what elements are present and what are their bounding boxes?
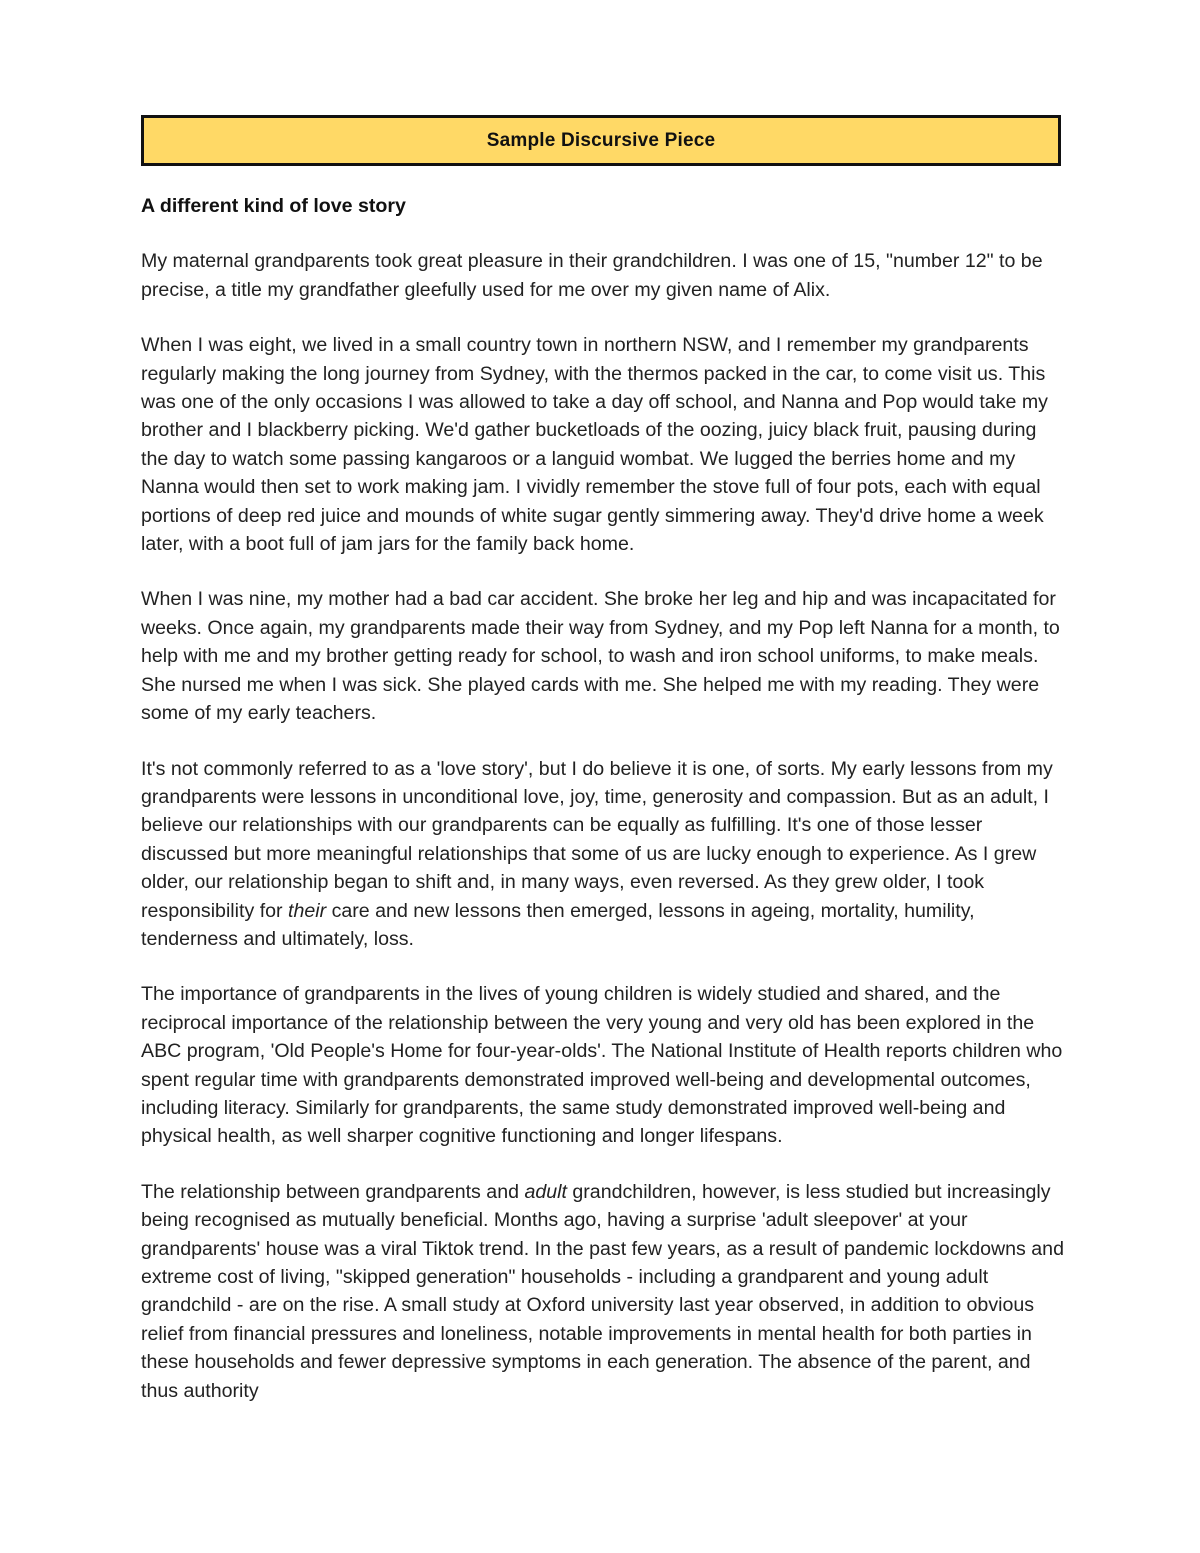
paragraph-6-text-after: grandchildren, however, is less studied but increasingly being recognised as mutually beneficial. Months ago, having a surprise 'adult sleepover' at your grandparents' house was a viral Tiktok trend. In the past few years, as a result of pandemic lockdowns and extreme cost of living, "skipped generation" households - including a grandparent and young adult grandchild - are on the rise. A small study at Oxford university last year observed, in addition to obvious relief from financial pressures and loneliness, notable improvements in mental health for both parties in these households and fewer depressive symptoms in each generation. The absence of the parent, and thus authority — [141, 1180, 1064, 1402]
paragraph-4 — [141, 755, 1066, 954]
paragraph-3: When I was nine, my mother had a bad car accident. She broke her leg and hip and was incapacitated for weeks. Once again, my grandparents made their way from Sydney, and my Pop left Nanna for a month, to help with me and my brother getting ready for school, to wash and iron school uniforms, to make meals. She nursed me when I was sick. She played cards with me. She helped me with my reading. They were some of my early teachers. — [141, 588, 1060, 725]
paragraph-4-emphasis: their — [288, 899, 327, 922]
paragraph-6-emphasis: adult — [524, 1180, 567, 1203]
paragraph-5: The importance of grandparents in the lives of young children is widely studied and shared, and the reciprocal importance of the relationship between the very young and very old has been explored in the ABC program, 'Old People's Home for four-year-olds'. The National Institute of Health reports children who spent regular time with grandparents demonstrated improved well-being and developmental outcomes, including literacy. Similarly for grandparents, the same study demonstrated improved well-being and physical health, as well sharper cognitive functioning and longer lifespans. — [141, 983, 1063, 1148]
paragraph-4-text-after: care and new lessons then emerged, lessons in ageing, mortality, humility, tenderness and ultimately, loss. — [141, 899, 975, 950]
document-title-banner — [141, 115, 1061, 166]
paragraph-4-text-before: It's not commonly referred to as a 'love story', but I do believe it is one, of sorts. My early lessons from my grandparents were lessons in unconditional love, joy, time, generosity and compassion. But as an adult, I believe our relationships with our grandparents can be equally as fulfilling. It's one of those lesser discussed but more meaningful relationships that some of us are lucky enough to experience. As I grew older, our relationship began to shift and, in many ways, even reversed. As they grew older, I took responsibility for — [141, 757, 1053, 922]
paragraph-2: When I was eight, we lived in a small country town in northern NSW, and I remember my grandparents regularly making the long journey from Sydney, with the thermos packed in the car, to come visit us. This was one of the only occasions I was allowed to take a day off school, and Nanna and Pop would take my brother and I blackberry picking. We'd gather bucketloads of the oozing, juicy black fruit, pausing during the day to watch some passing kangaroos or a languid wombat. We lugged the berries home and my Nanna would then set to work making jam. I vividly remember the stove full of four pots, each with equal portions of deep red juice and mounds of white sugar gently simmering away. They'd drive home a week later, with a boot full of jam jars for the family back home. — [141, 334, 1048, 556]
document-title: Sample Discursive Piece — [486, 129, 716, 151]
paragraph-6 — [141, 1178, 1066, 1405]
paragraph-1: My maternal grandparents took great pleasure in their grandchildren. I was one of 15, "number 12" to be precise, a title my grandfather gleefully used for me over my given name of Alix. — [141, 250, 1043, 301]
paragraph-6-text-before: The relationship between grandparents and — [141, 1180, 525, 1203]
article-heading: A different kind of love story — [141, 195, 406, 217]
document-body — [141, 192, 1066, 1432]
